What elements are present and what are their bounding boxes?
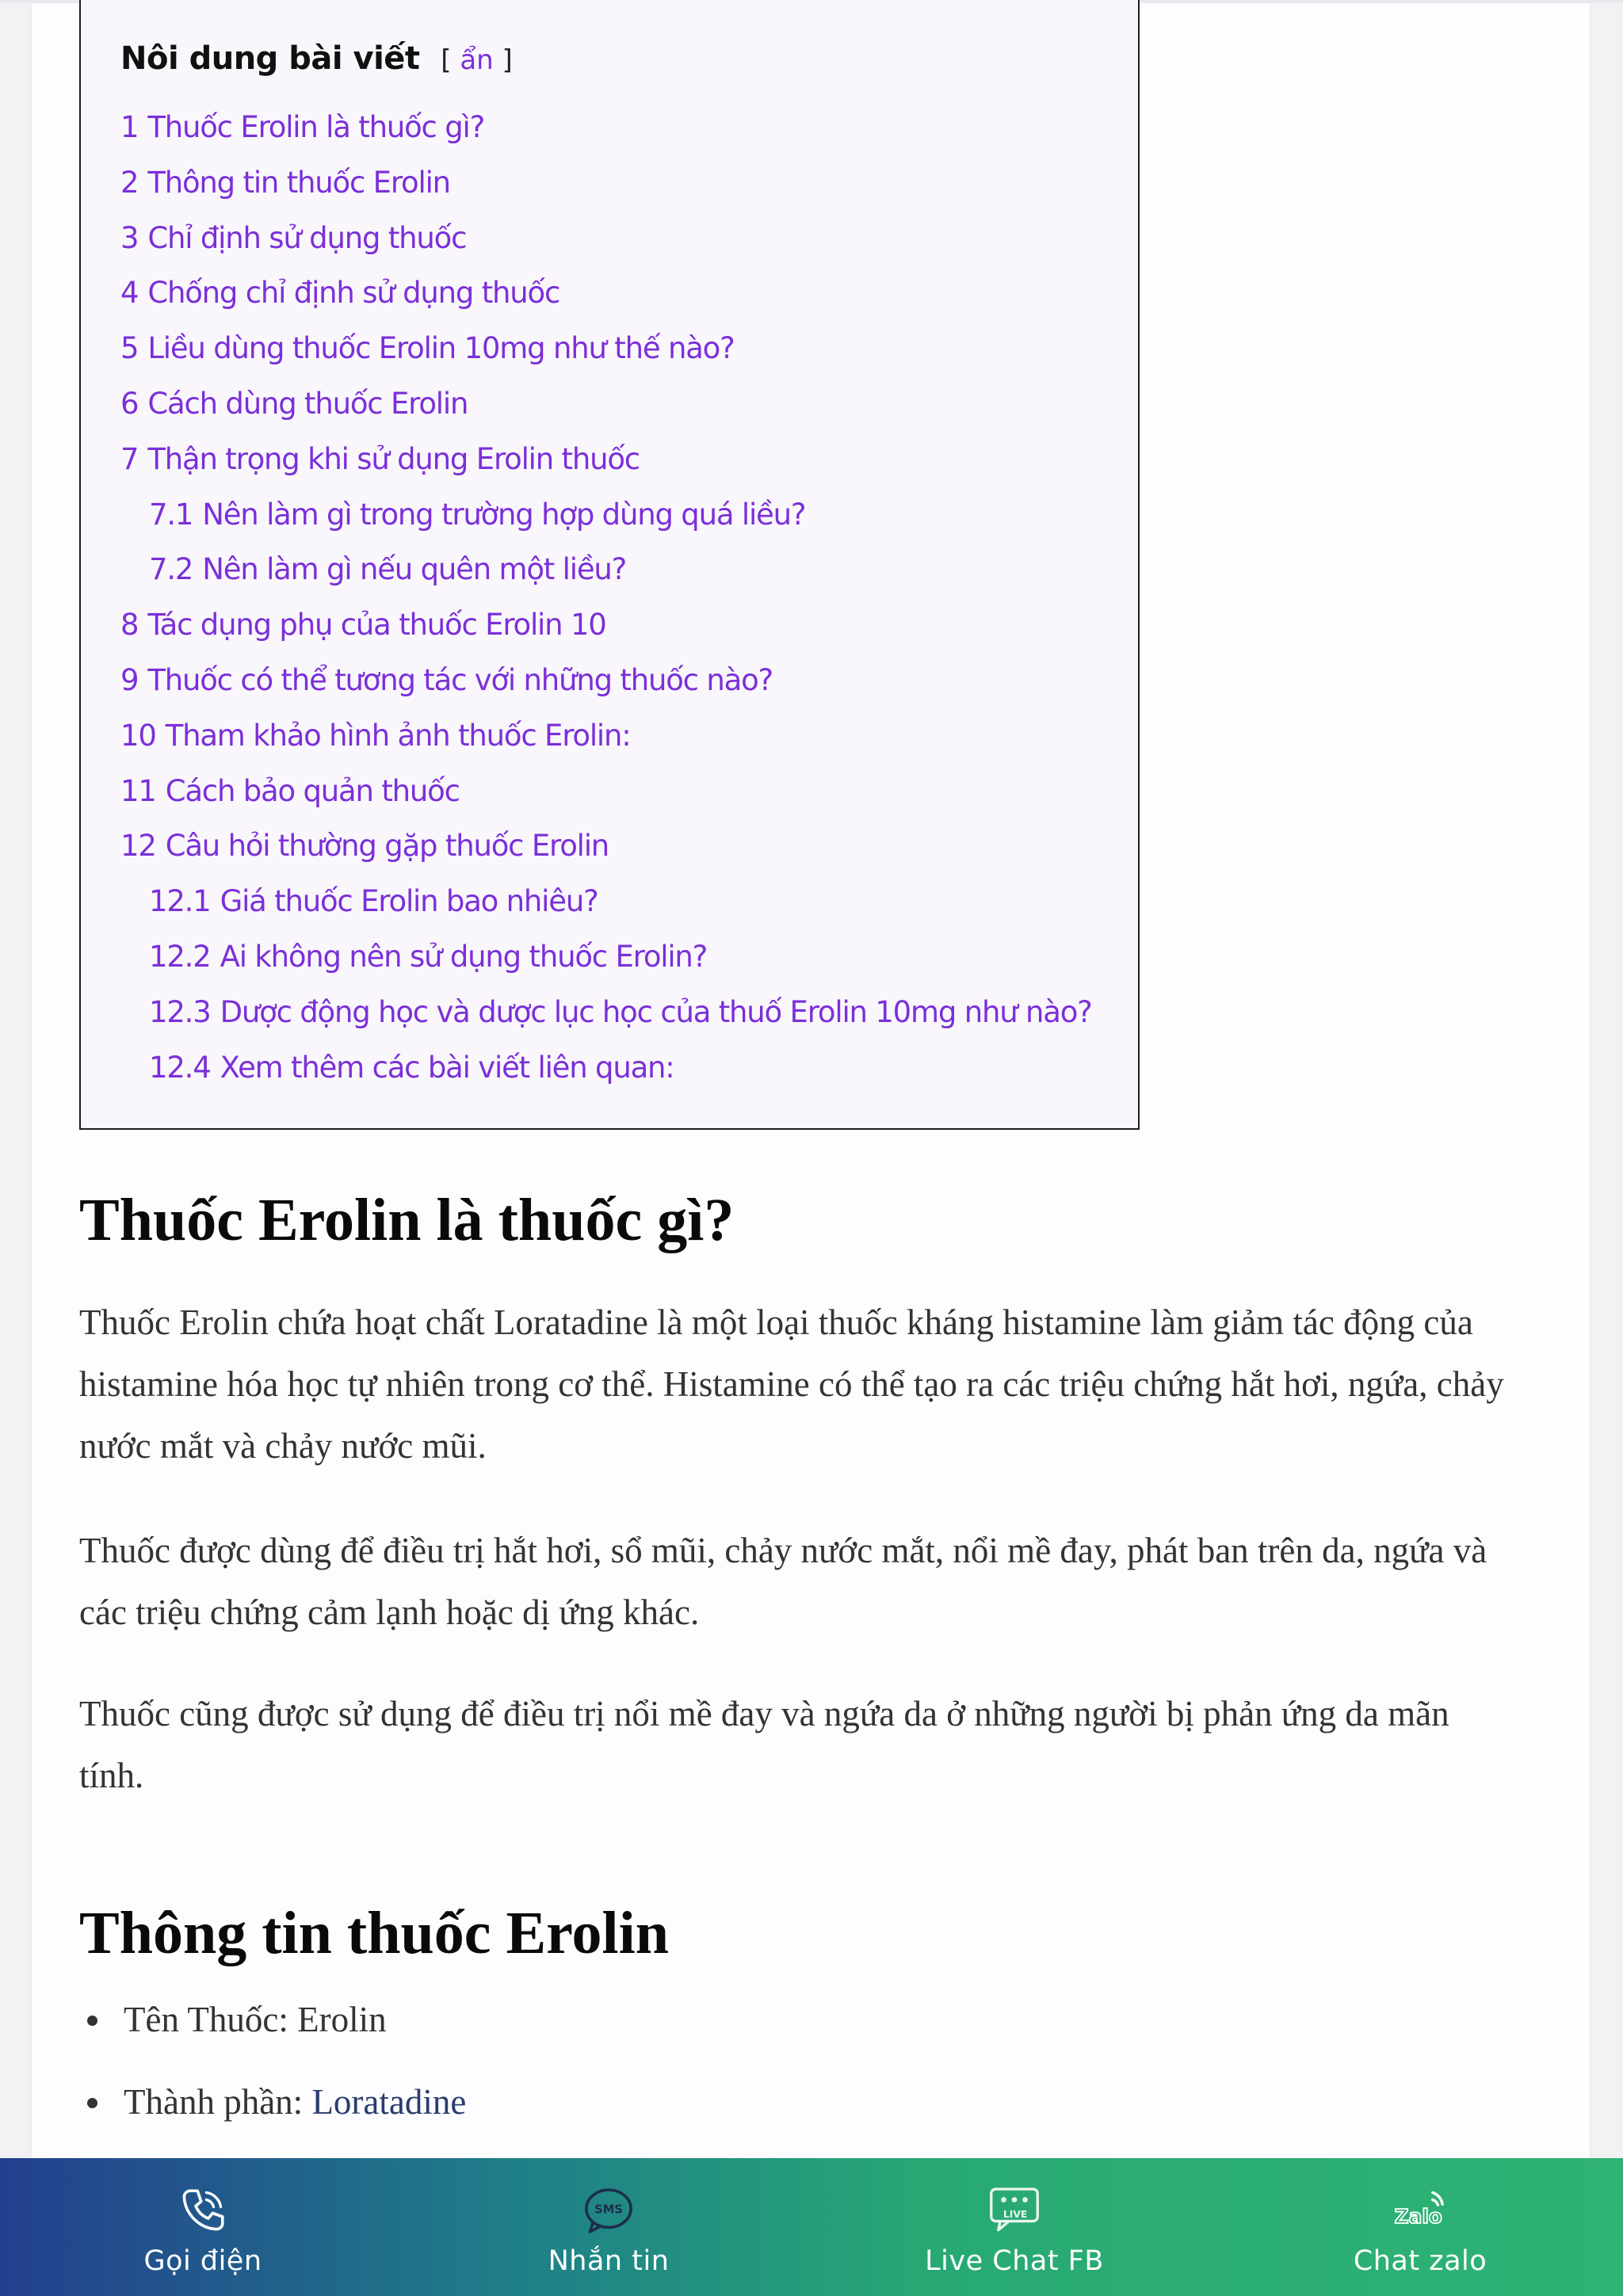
ingredient-link[interactable]: Loratadine: [311, 2082, 467, 2122]
toc-item[interactable]: [120, 267, 1092, 322]
toc-item-text: Cách bảo quản thuốc: [165, 773, 460, 808]
toc-item-number: 7.2: [149, 552, 193, 587]
toc-item-number: 6: [120, 386, 139, 421]
toc-item-text: Tham khảo hình ảnh thuốc Erolin:: [165, 718, 631, 753]
toc-item-text: Xem thêm các bài viết liên quan:: [220, 1050, 674, 1085]
drug-info-item-name: [79, 1989, 518, 2071]
toc-item-text: Tác dụng phụ của thuốc Erolin 10: [147, 608, 606, 643]
toc-item[interactable]: [120, 931, 1092, 986]
toc-item[interactable]: [120, 378, 1092, 433]
toc-item[interactable]: [120, 433, 1092, 489]
zalo-label: Chat zalo: [1353, 2245, 1487, 2277]
table-of-contents: [79, 0, 1140, 1130]
toc-item[interactable]: [120, 765, 1092, 821]
svg-text:LIVE: LIVE: [1002, 2209, 1028, 2220]
section-heading-what-is-erolin: Thuốc Erolin là thuốc gì?: [79, 1187, 735, 1253]
toc-item-number: 11: [120, 773, 156, 808]
toc-hide-toggle[interactable]: ẩn: [460, 44, 494, 76]
toc-item[interactable]: [120, 654, 1092, 710]
toc-item-number: 12.1: [149, 884, 211, 919]
live-chat-label: Live Chat FB: [925, 2245, 1104, 2277]
zalo-icon: [1392, 2182, 1449, 2239]
toc-toggle-wrapper: [ ẩn ]: [441, 44, 513, 76]
toc-item[interactable]: [120, 820, 1092, 875]
bullet-icon: [87, 2016, 97, 2026]
toc-item-text: Giá thuốc Erolin bao nhiêu?: [220, 884, 598, 919]
article-paragraph: Thuốc được dùng để điều trị hắt hơi, sổ mũi, chảy nước mắt, nổi mề đay, phát ban trên da, ngứa và các triệu chứng cảm lạnh hoặc dị ứng khác.: [79, 1531, 1487, 1632]
toc-item-number: 12: [120, 829, 156, 864]
toc-item-number: 12.4: [149, 1050, 211, 1085]
info-value: Erolin: [297, 2000, 387, 2039]
live-chat-icon: [986, 2182, 1043, 2239]
toc-item-number: 12.3: [149, 994, 211, 1029]
sms-icon: [580, 2182, 637, 2239]
drug-info-item-ingredient: [79, 2071, 518, 2153]
live-chat-button[interactable]: [812, 2158, 1217, 2296]
svg-text:SMS: SMS: [594, 2203, 623, 2217]
toc-item[interactable]: [120, 543, 1092, 599]
toc-item[interactable]: [120, 489, 1092, 544]
toc-item-text: Thuốc Erolin là thuốc gì?: [147, 110, 485, 144]
toc-item-text: Cách dùng thuốc Erolin: [147, 386, 468, 421]
toc-header: [120, 35, 513, 84]
toc-item[interactable]: [120, 875, 1092, 931]
call-button[interactable]: [0, 2158, 406, 2296]
toc-item-text: Ai không nên sử dụng thuốc Erolin?: [220, 939, 708, 974]
toc-item-number: 7: [120, 441, 139, 476]
zalo-button[interactable]: [1217, 2158, 1623, 2296]
contact-bar: [0, 2158, 1623, 2296]
toc-item[interactable]: [120, 101, 1092, 157]
toc-item-text: Câu hỏi thường gặp thuốc Erolin: [165, 829, 609, 864]
toc-item[interactable]: [120, 157, 1092, 212]
sms-button[interactable]: [406, 2158, 812, 2296]
svg-text:Zalo: Zalo: [1394, 2204, 1442, 2228]
toc-item-text: Dược động học và dược lục học của thuố Erolin 10mg như nào?: [220, 994, 1092, 1029]
toc-list: [120, 101, 1092, 1097]
call-label: Gọi điện: [143, 2245, 262, 2277]
toc-item[interactable]: [120, 986, 1092, 1042]
toc-item-number: 2: [120, 165, 139, 200]
toc-item-number: 1: [120, 110, 139, 144]
toc-item[interactable]: [120, 212, 1092, 268]
toc-item-number: 8: [120, 608, 139, 643]
toc-item-text: Liều dùng thuốc Erolin 10mg như thế nào?: [147, 331, 735, 366]
info-label: Tên Thuốc:: [124, 2000, 298, 2039]
toc-item-number: 10: [120, 718, 156, 753]
toc-item-number: 9: [120, 662, 139, 697]
toc-item-text: Thận trọng khi sử dụng Erolin thuốc: [147, 441, 640, 476]
toc-item-number: 4: [120, 276, 139, 311]
bullet-icon: [87, 2098, 97, 2108]
toc-item-text: Nên làm gì nếu quên một liều?: [202, 552, 627, 587]
toc-item-text: Thông tin thuốc Erolin: [147, 165, 450, 200]
toc-item-number: 7.1: [149, 497, 193, 532]
toc-item-text: Nên làm gì trong trường hợp dùng quá liều?: [202, 497, 806, 532]
toc-item-number: 3: [120, 220, 139, 255]
toc-item[interactable]: [120, 599, 1092, 654]
toc-item[interactable]: [120, 710, 1092, 765]
phone-icon: [174, 2182, 231, 2239]
toc-title: Nôi dung bài viết: [120, 40, 420, 77]
section-heading-drug-info: Thông tin thuốc Erolin: [79, 1900, 670, 1966]
sms-label: Nhắn tin: [548, 2245, 670, 2277]
info-label: Thành phần:: [124, 2082, 312, 2122]
toc-item[interactable]: [120, 1042, 1092, 1097]
article-paragraph: Thuốc cũng được sử dụng để điều trị nổi mề đay và ngứa da ở những người bị phản ứng da mãn tính.: [79, 1694, 1449, 1795]
toc-item-text: Chống chỉ định sử dụng thuốc: [147, 276, 560, 311]
toc-item-number: 5: [120, 331, 139, 366]
toc-item[interactable]: [120, 322, 1092, 378]
toc-item-text: Chỉ định sử dụng thuốc: [147, 220, 467, 255]
article-paragraph: Thuốc Erolin chứa hoạt chất Loratadine là một loại thuốc kháng histamine làm giảm tác động của histamine hóa học tự nhiên trong cơ thể. Histamine có thể tạo ra các triệu chứng hắt hơi, ngứa, chảy nước mắt và chảy nước mũi.: [79, 1302, 1504, 1466]
toc-item-text: Thuốc có thể tương tác với những thuốc nào?: [147, 662, 773, 697]
toc-item-number: 12.2: [149, 939, 211, 974]
